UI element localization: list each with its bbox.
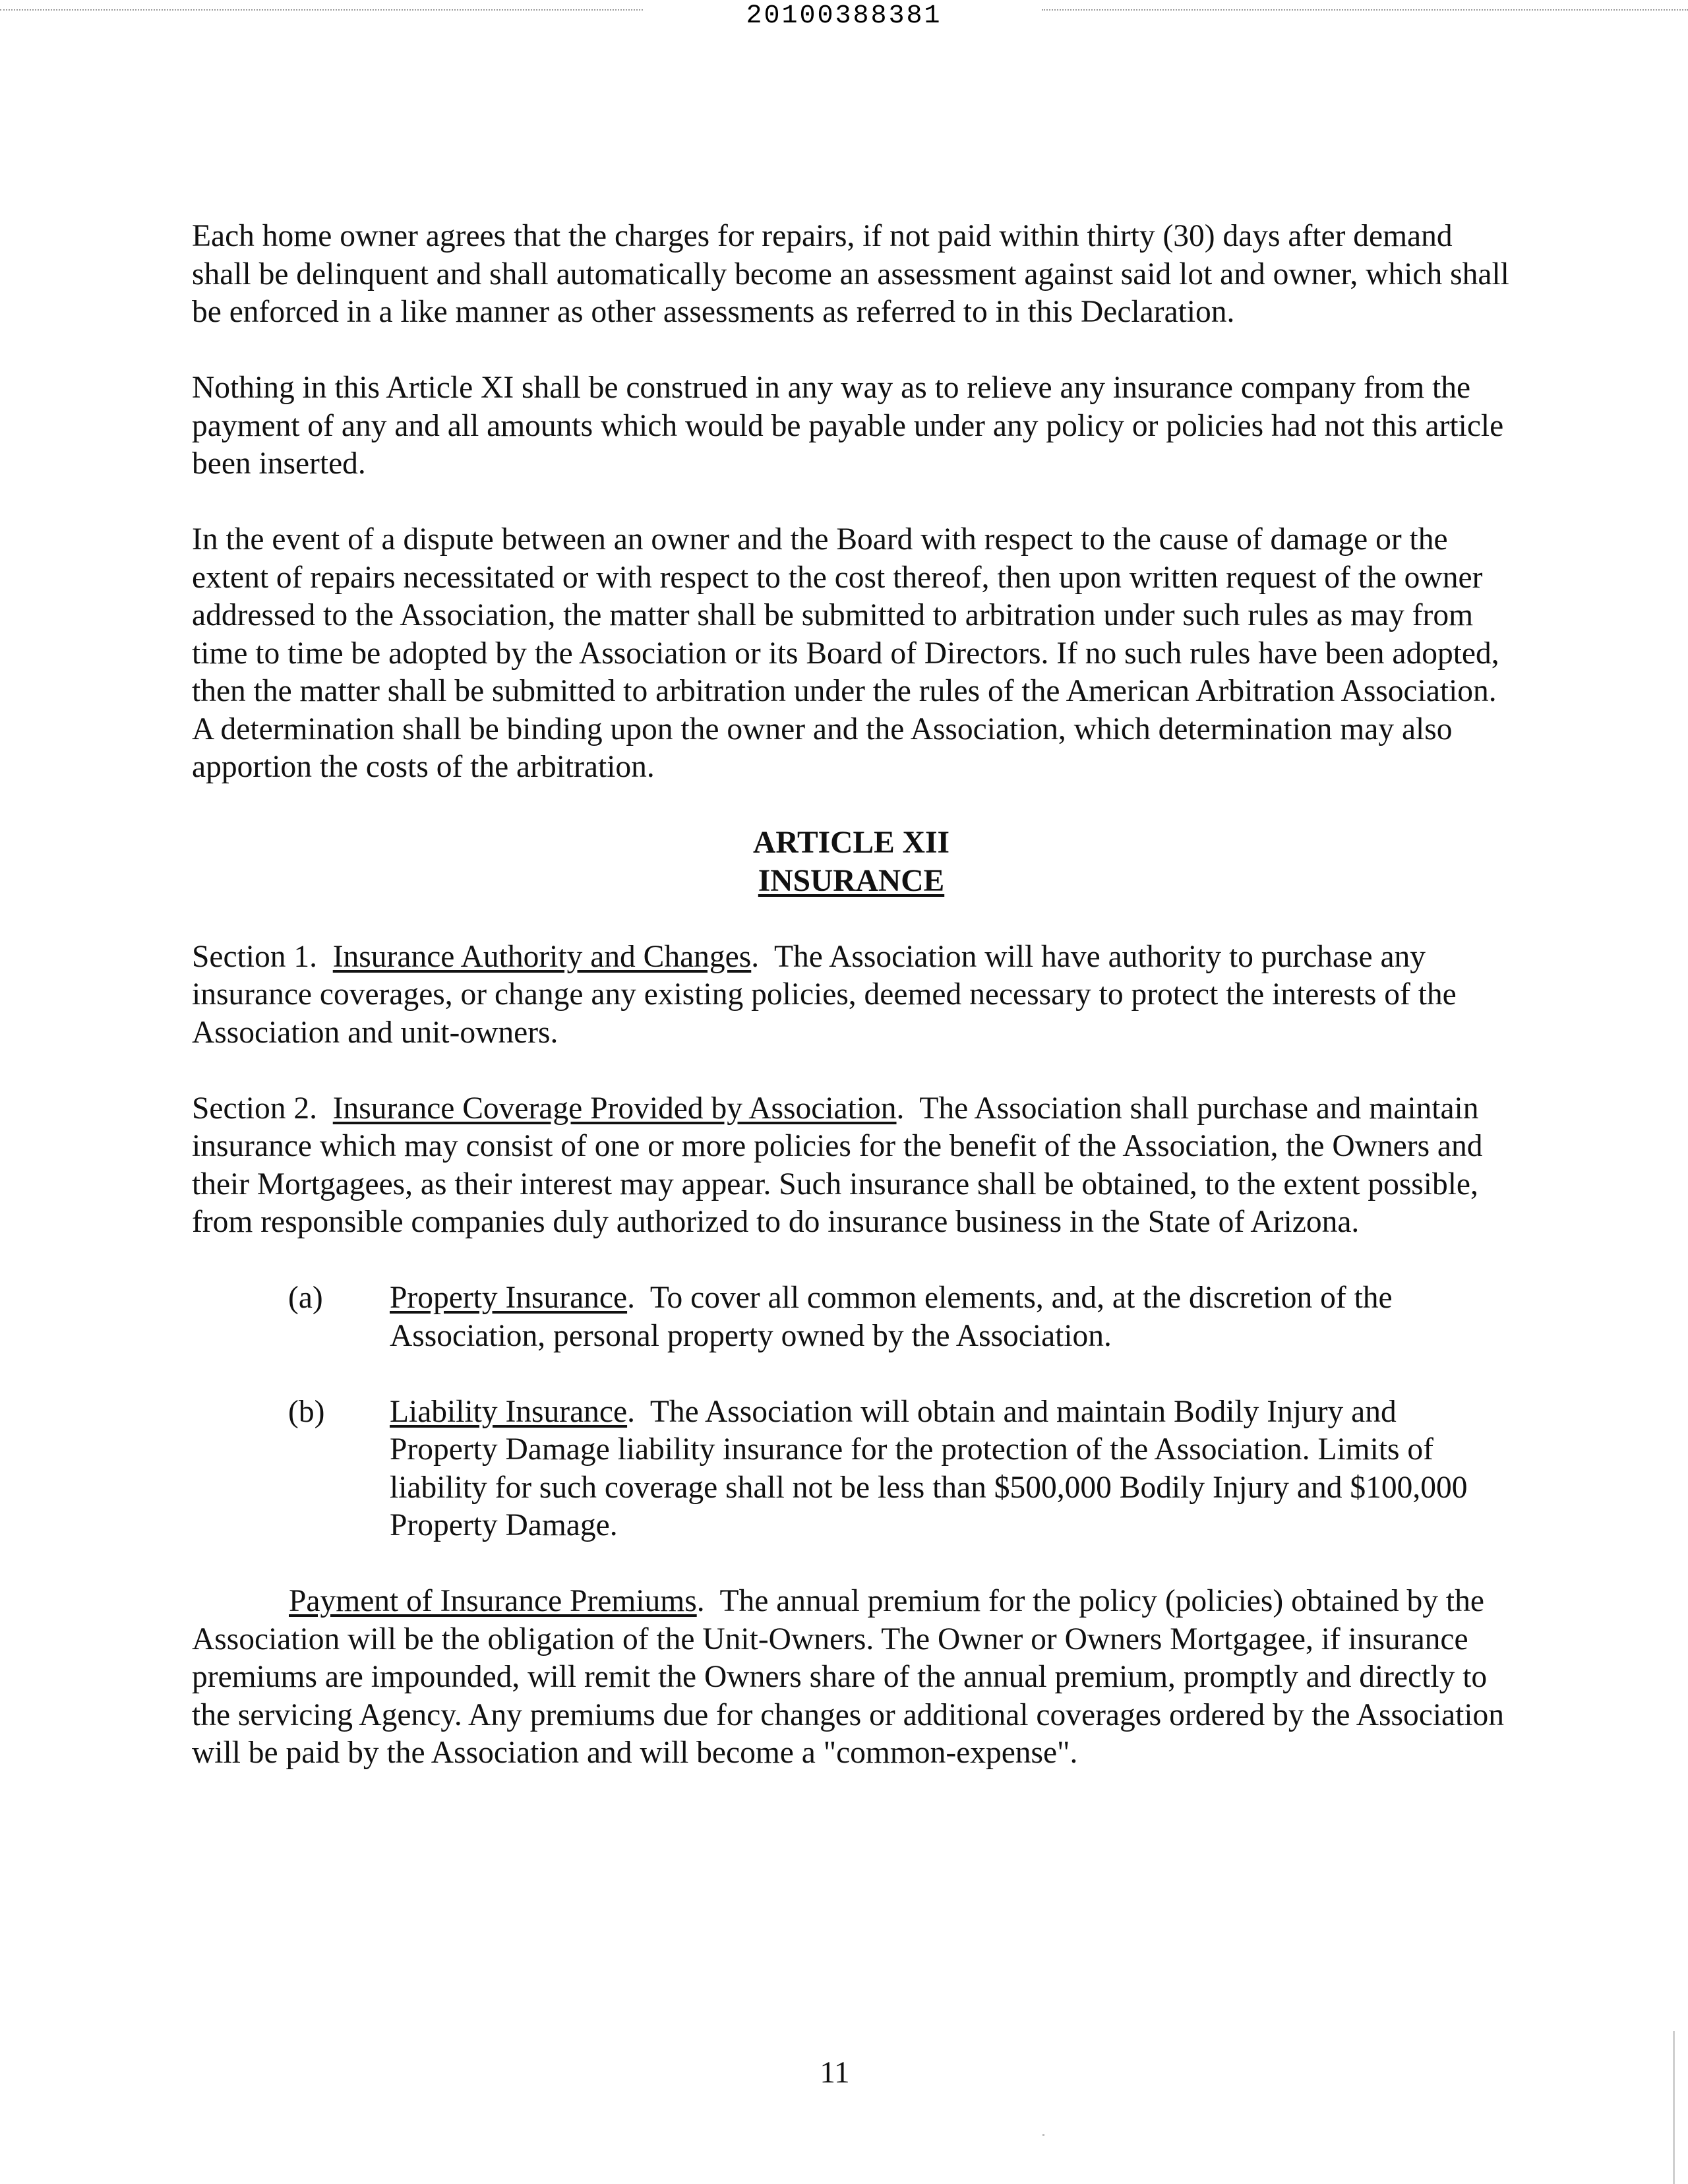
paragraph-insurance-relief: Nothing in this Article XI shall be construed in any way as to relieve any insurance company from the payment of any and all amounts which would be payable under any policy or policies had not this article been inserted. <box>192 371 1504 481</box>
section-2-text: The Association shall purchase and maintain insurance which may consist of one or more policies for the benefit of the Association, the Owners and their Mortgagees, as their interest may appear. Such insurance shall be obtained, to the extent possible, from responsible companies duly authorized to do insurance business in the State of Arizona. <box>192 1091 1483 1239</box>
item-b-marker: (b) <box>288 1394 325 1429</box>
page-number: 11 <box>820 2055 850 2090</box>
scan-speck <box>1042 2134 1044 2136</box>
article-title: INSURANCE <box>758 863 945 898</box>
section-2-heading: Insurance Coverage Provided by Association <box>332 1091 897 1126</box>
section-2-label: Section 2. <box>192 1091 317 1126</box>
premiums-text: The annual premium for the policy (policies) obtained by the Association will be the obligation of the Unit-Owners. The Owner or Owners Mortgagee, if insurance premiums are impounded, will remit the Owners share of the annual premium, promptly and directly to the servicing Agency. Any premiums due for changes or additional coverages ordered by the Association will be paid by the Association and will become a "common-expense". <box>192 1584 1505 1770</box>
section-1-label: Section 1. <box>192 939 317 974</box>
paragraph-premiums: Payment of Insurance Premiums. The annual premium for the policy (policies) obtained by the Association will be the obligation of the Unit-Owners. The Owner or Owners Mortgagee, if insurance premiums are impounded, will remit the Owners share of the annual premium, promptly and directly to the servicing Agency. Any premiums due for changes or additional coverages ordered by the Association will be paid by the Association and will become a "common-expense". <box>192 1584 1505 1770</box>
item-property-insurance: (a) Property Insurance. To cover all common elements, and, at the discretion of the Association, personal property owned by the Association. <box>288 1281 1393 1353</box>
document-id: 20100388381 <box>746 1 942 31</box>
item-b-heading: Liability Insurance <box>390 1394 628 1429</box>
article-number: ARTICLE XII <box>753 826 950 860</box>
premiums-heading: Payment of Insurance Premiums <box>289 1584 697 1618</box>
section-1: Section 1. Insurance Authority and Changes. The Association will have authority to purchase any insurance coverages, or change any existing policies, deemed necessary to protect the interests of the Association and unit-owners. <box>192 939 1457 1050</box>
section-1-text: The Association will have authority to purchase any insurance coverages, or change any existing policies, deemed necessary to protect the interests of the Association and unit-owners. <box>192 939 1457 1050</box>
item-a-heading: Property Insurance <box>390 1281 628 1315</box>
scan-edge-mark <box>1673 2031 1675 2184</box>
section-1-heading: Insurance Authority and Changes <box>332 939 752 974</box>
article-heading <box>192 824 1511 900</box>
page-body <box>192 218 1511 1773</box>
item-liability-insurance: (b) Liability Insurance. The Association will obtain and maintain Bodily Injury and Property Damage liability insurance for the protection of the Association. Limits of liability for such coverage shall not be less than $500,000 Bodily Injury and $100,000 Property Damage. <box>288 1394 1468 1542</box>
item-a-marker: (a) <box>288 1281 323 1315</box>
paragraph-repair-charges: Each home owner agrees that the charges for repairs, if not paid within thirty (30) days after demand shall be delinquent and shall automatically become an assessment against said lot and owner, which shall be enforced in a like manner as other assessments as referred to in this Declaration. <box>192 219 1509 329</box>
section-2: Section 2. Insurance Coverage Provided by Association. The Association shall purchase and maintain insurance which may consist of one or more policies for the benefit of the Association, the Owners and their Mortgagees, as their interest may appear. Such insurance shall be obtained, to the extent possible, from responsible companies duly authorized to do insurance business in the State of Arizona. <box>192 1091 1483 1239</box>
item-a-text: To cover all common elements, and, at the discretion of the Association, personal property owned by the Association. <box>390 1281 1393 1353</box>
paragraph-dispute-arbitration: In the event of a dispute between an owner and the Board with respect to the cause of damage or the extent of repairs necessitated or with respect to the cost thereof, then upon written request of the owner addressed to the Association, the matter shall be submitted to arbitration under such rules as may from time to time be adopted by the Association or its Board of Directors. If no such rules have been adopted, then the matter shall be submitted to arbitration under the rules of the American Arbitration Association. A determination shall be binding upon the owner and the Association, which determination may also apportion the costs of the arbitration. <box>192 522 1499 784</box>
item-b-text: The Association will obtain and maintain Bodily Injury and Property Damage liability insurance for the protection of the Association. Limits of liability for such coverage shall not be less than $500,000 Bodily Injury and $100,000 Property Damage. <box>390 1394 1468 1542</box>
